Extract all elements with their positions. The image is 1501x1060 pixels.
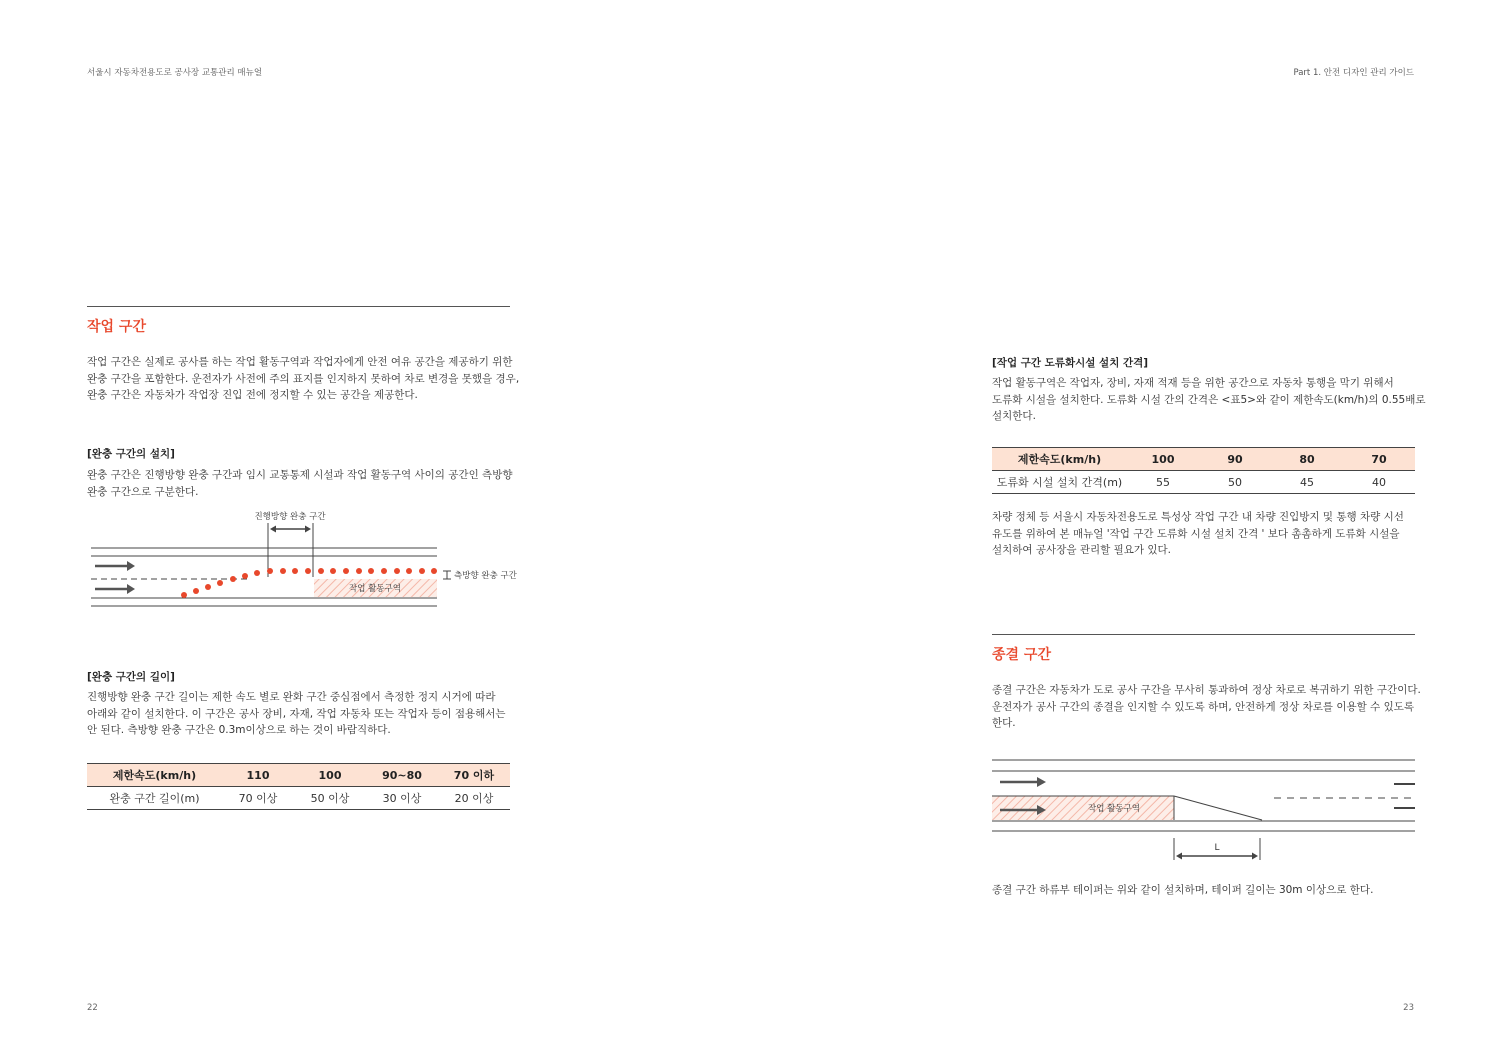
table-cell: 55 bbox=[1127, 471, 1199, 494]
table-header-cell: 제한속도(km/h) bbox=[87, 764, 222, 787]
arrowhead bbox=[1176, 853, 1182, 860]
table-header-cell: 110 bbox=[222, 764, 294, 787]
text-line: 완충 구간은 진행방향 완충 구간과 임시 교통통제 시설과 작업 활동구역 사이의 공간인 측방향 bbox=[87, 469, 513, 481]
page-number-left: 22 bbox=[87, 1003, 98, 1013]
channelizer-note bbox=[992, 509, 1404, 559]
text-line: 아래와 같이 설치한다. 이 구간은 공사 장비, 자재, 작업 자동차 또는 작업자 등이 점용해서는 bbox=[87, 707, 506, 720]
forward-buffer-label: 진행방향 완충 구간 bbox=[254, 512, 326, 522]
text-line: 도류화 시설을 설치한다. 도류화 시설 간의 간격은 <표5>와 같이 제한속도(km/h)의 0.55배로 bbox=[992, 393, 1426, 406]
activity-area-label: 작업 활동구역 bbox=[349, 584, 401, 594]
text-line: 작업 활동구역은 작업자, 장비, 자재 적재 등을 위한 공간으로 자동차 통행을 막기 위해서 bbox=[992, 377, 1394, 389]
buffer-length-text bbox=[87, 689, 506, 739]
termination-text bbox=[992, 682, 1421, 732]
work-zone-intro bbox=[87, 354, 519, 404]
channelizer-text bbox=[992, 375, 1426, 425]
termination-footer-text bbox=[992, 882, 1373, 899]
channelizer-spacing-table bbox=[992, 447, 1415, 494]
arrowhead bbox=[305, 526, 311, 533]
table-cell: 45 bbox=[1271, 471, 1343, 494]
activity-area-label: 작업 활동구역 bbox=[1088, 804, 1140, 814]
traffic-arrow bbox=[1000, 777, 1046, 787]
traffic-arrow bbox=[95, 561, 135, 571]
arrowhead bbox=[270, 526, 276, 533]
arrowhead bbox=[1252, 853, 1258, 860]
text-line: 설치하여 공사장을 관리할 필요가 있다. bbox=[992, 544, 1171, 556]
table-cell: 30 이상 bbox=[366, 787, 438, 810]
table-header-cell: 90 bbox=[1199, 448, 1271, 471]
table-cell: 완충 구간 길이(m) bbox=[87, 787, 222, 810]
section-title-work-zone: 작업 구간 bbox=[87, 319, 146, 335]
activity-area bbox=[992, 796, 1174, 820]
table-header-cell: 90~80 bbox=[366, 764, 438, 787]
table-cell: 50 이상 bbox=[294, 787, 366, 810]
section-divider bbox=[992, 634, 1415, 635]
text-line: 유도를 위하여 본 매뉴얼 '작업 구간 도류화 시설 설치 간격 ' 보다 촘촘하게 도류화 시설을 bbox=[992, 527, 1400, 540]
text-line: 완충 구간은 자동차가 작업장 진입 전에 정지할 수 있는 공간을 제공한다. bbox=[87, 389, 418, 401]
table-row bbox=[992, 471, 1415, 494]
buffer-length-table bbox=[87, 763, 510, 810]
table-cell: 도류화 시설 설치 간격(m) bbox=[992, 471, 1127, 494]
text-line: 완충 구간을 포함한다. 운전자가 사전에 주의 표지를 인지하지 못하여 차로 변경을 못했을 경우, bbox=[87, 372, 520, 385]
table-header-cell: 80 bbox=[1271, 448, 1343, 471]
buffer-zone-diagram bbox=[87, 505, 519, 617]
text-line: 안 된다. 측방향 완충 구간은 0.3m이상으로 하는 것이 바람직하다. bbox=[87, 724, 391, 736]
taper-length-label: L bbox=[1214, 843, 1220, 853]
table-cell: 70 이상 bbox=[222, 787, 294, 810]
table-row bbox=[87, 787, 510, 810]
section-divider bbox=[87, 306, 510, 307]
page-number-right: 23 bbox=[1403, 1003, 1414, 1013]
taper-line bbox=[1174, 796, 1262, 820]
table-header-cell: 100 bbox=[1127, 448, 1199, 471]
traffic-arrow bbox=[95, 584, 135, 594]
table-header-cell: 제한속도(km/h) bbox=[992, 448, 1127, 471]
text-line: 설치한다. bbox=[992, 410, 1036, 422]
section-title-termination: 종결 구간 bbox=[992, 647, 1051, 663]
subheading-channelizer: [작업 구간 도류화시설 설치 간격] bbox=[992, 357, 1149, 369]
table-header-row bbox=[87, 764, 510, 787]
text-line: 작업 구간은 실제로 공사를 하는 작업 활동구역과 작업자에게 안전 여유 공간을 제공하기 위한 bbox=[87, 356, 513, 368]
text-line: 종결 구간은 자동차가 도로 공사 구간을 무사히 통과하여 정상 차로로 복귀하기 위한 구간이다. bbox=[992, 684, 1421, 696]
text-line: 진행방향 완충 구간 길이는 제한 속도 별로 완화 구간 중심점에서 측정한 정지 시거에 따라 bbox=[87, 691, 496, 703]
table-cell: 40 bbox=[1343, 471, 1415, 494]
lateral-buffer-label: 측방향 완충 구간 bbox=[454, 571, 517, 581]
text-line: 차량 정체 등 서울시 자동차전용도로 특성상 작업 구간 내 차량 진입방지 및 통행 차량 시선 bbox=[992, 511, 1404, 523]
text-line: 한다. bbox=[992, 717, 1016, 729]
text-line: 종결 구간 하류부 테이퍼는 위와 같이 설치하며, 테이퍼 길이는 30m 이상으로 한다. bbox=[992, 884, 1374, 896]
table-header-cell: 70 이하 bbox=[438, 764, 510, 787]
buffer-install-text bbox=[87, 467, 512, 500]
subheading-buffer-length: [완충 구간의 길이] bbox=[87, 671, 175, 683]
table-cell: 50 bbox=[1199, 471, 1271, 494]
subheading-buffer-install: [완충 구간의 설치] bbox=[87, 448, 175, 460]
termination-zone-diagram bbox=[992, 752, 1416, 864]
table-header-row bbox=[992, 448, 1415, 471]
running-header-left: 서울시 자동차전용도로 공사장 교통관리 매뉴얼 bbox=[87, 68, 263, 78]
lateral-buffer-marker bbox=[443, 571, 451, 579]
text-line: 운전자가 공사 구간의 종결을 인지할 수 있도록 하며, 안전하게 정상 차로를 이용할 수 있도록 bbox=[992, 700, 1415, 713]
table-header-cell: 100 bbox=[294, 764, 366, 787]
table-cell: 20 이상 bbox=[438, 787, 510, 810]
text-line: 완충 구간으로 구분한다. bbox=[87, 485, 199, 498]
running-header-right: Part 1. 안전 디자인 관리 가이드 bbox=[1293, 68, 1414, 78]
table-header-cell: 70 bbox=[1343, 448, 1415, 471]
